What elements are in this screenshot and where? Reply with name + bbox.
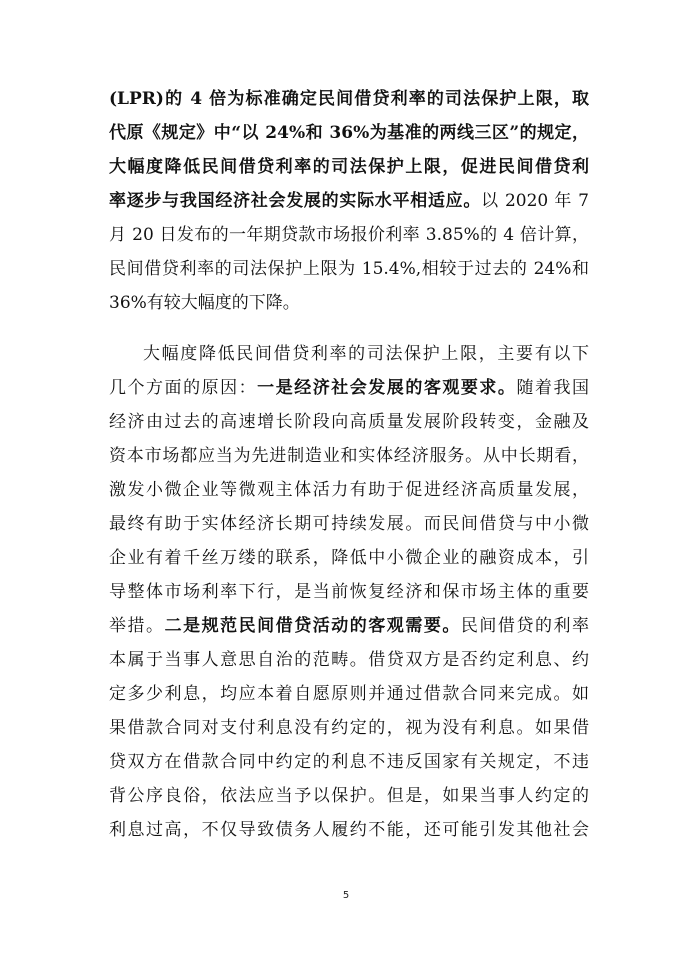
text-line bbox=[109, 577, 589, 607]
text-line bbox=[109, 118, 589, 148]
text-line bbox=[109, 288, 300, 318]
text-line bbox=[109, 611, 589, 641]
text-run: 经济由过去的高速增长阶段向高质量发展阶段转变，金融及 bbox=[109, 412, 589, 432]
text-line bbox=[109, 186, 589, 216]
text-line bbox=[109, 220, 589, 250]
text-line bbox=[109, 407, 589, 437]
text-line bbox=[109, 713, 589, 743]
text-run: 随着我国 bbox=[516, 378, 590, 398]
text-run: 以 2020 年 7 bbox=[481, 191, 589, 211]
bold-run: 二是规范民间借贷活动的客观需要。 bbox=[164, 616, 461, 636]
text-run: 大幅度降低民间借贷利率的司法保护上限，主要有以下 bbox=[143, 344, 589, 364]
text-run: 民间借贷的利率 bbox=[460, 616, 590, 636]
text-line bbox=[109, 645, 589, 675]
text-run: 导整体市场利率下行，是当前恢复经济和保市场主体的重要 bbox=[109, 582, 589, 602]
text-run: 背公序良俗，依法应当予以保护。但是，如果当事人约定的 bbox=[109, 786, 589, 806]
text-run: 本属于当事人意思自治的范畴。借贷双方是否约定利息、约 bbox=[109, 650, 589, 670]
bold-run: 大幅度降低民间借贷利率的司法保护上限，促进民间借贷利 bbox=[109, 157, 589, 177]
text-run: 36%有较大幅度的下降。 bbox=[109, 293, 300, 313]
text-run: 利息过高，不仅导致债务人履约不能，还可能引发其他社会 bbox=[109, 820, 589, 840]
text-run: 最终有助于实体经济长期可持续发展。而民间借贷与中小微 bbox=[109, 514, 589, 534]
text-line bbox=[109, 152, 589, 182]
paragraph-first-line bbox=[143, 339, 589, 369]
text-line bbox=[109, 747, 589, 777]
text-run: 果借款合同对支付利息没有约定的，视为没有利息。如果借 bbox=[109, 718, 589, 738]
text-run: 贷双方在借款合同中约定的利息不违反国家有关规定，不违 bbox=[109, 752, 589, 772]
text-run: 定多少利息，均应本着自愿原则并通过借款合同来完成。如 bbox=[109, 684, 589, 704]
text-line bbox=[109, 441, 589, 471]
page-number: 5 bbox=[342, 890, 350, 901]
text-line bbox=[109, 475, 589, 505]
text-line bbox=[109, 509, 589, 539]
text-run: 几个方面的原因： bbox=[109, 378, 258, 398]
text-line bbox=[109, 373, 589, 403]
bold-run: 一是经济社会发展的客观要求。 bbox=[257, 378, 517, 398]
text-line bbox=[109, 815, 589, 845]
text-line bbox=[109, 84, 589, 114]
text-line bbox=[109, 679, 589, 709]
text-line bbox=[109, 781, 589, 811]
text-run: 企业有着千丝万缕的联系，降低中小微企业的融资成本，引 bbox=[109, 548, 589, 568]
text-run: 激发小微企业等微观主体活力有助于促进经济高质量发展， bbox=[109, 480, 589, 500]
text-run: 民间借贷利率的司法保护上限为 15.4%,相较于过去的 24%和 bbox=[109, 259, 589, 279]
text-line bbox=[109, 254, 589, 284]
bold-run: 代原《规定》中“以 24%和 36%为基准的两线三区”的规定， bbox=[109, 123, 589, 143]
text-run: 月 20 日发布的一年期贷款市场报价利率 3.85%的 4 倍计算， bbox=[109, 225, 589, 245]
text-run: 资本市场都应当为先进制造业和实体经济服务。从中长期看， bbox=[109, 446, 589, 466]
bold-run: 率逐步与我国经济社会发展的实际水平相适应。 bbox=[109, 191, 482, 211]
bold-run: (LPR)的 4 倍为标准确定民间借贷利率的司法保护上限，取 bbox=[109, 89, 589, 109]
text-line bbox=[109, 543, 589, 573]
text-run: 举措。 bbox=[109, 616, 165, 636]
